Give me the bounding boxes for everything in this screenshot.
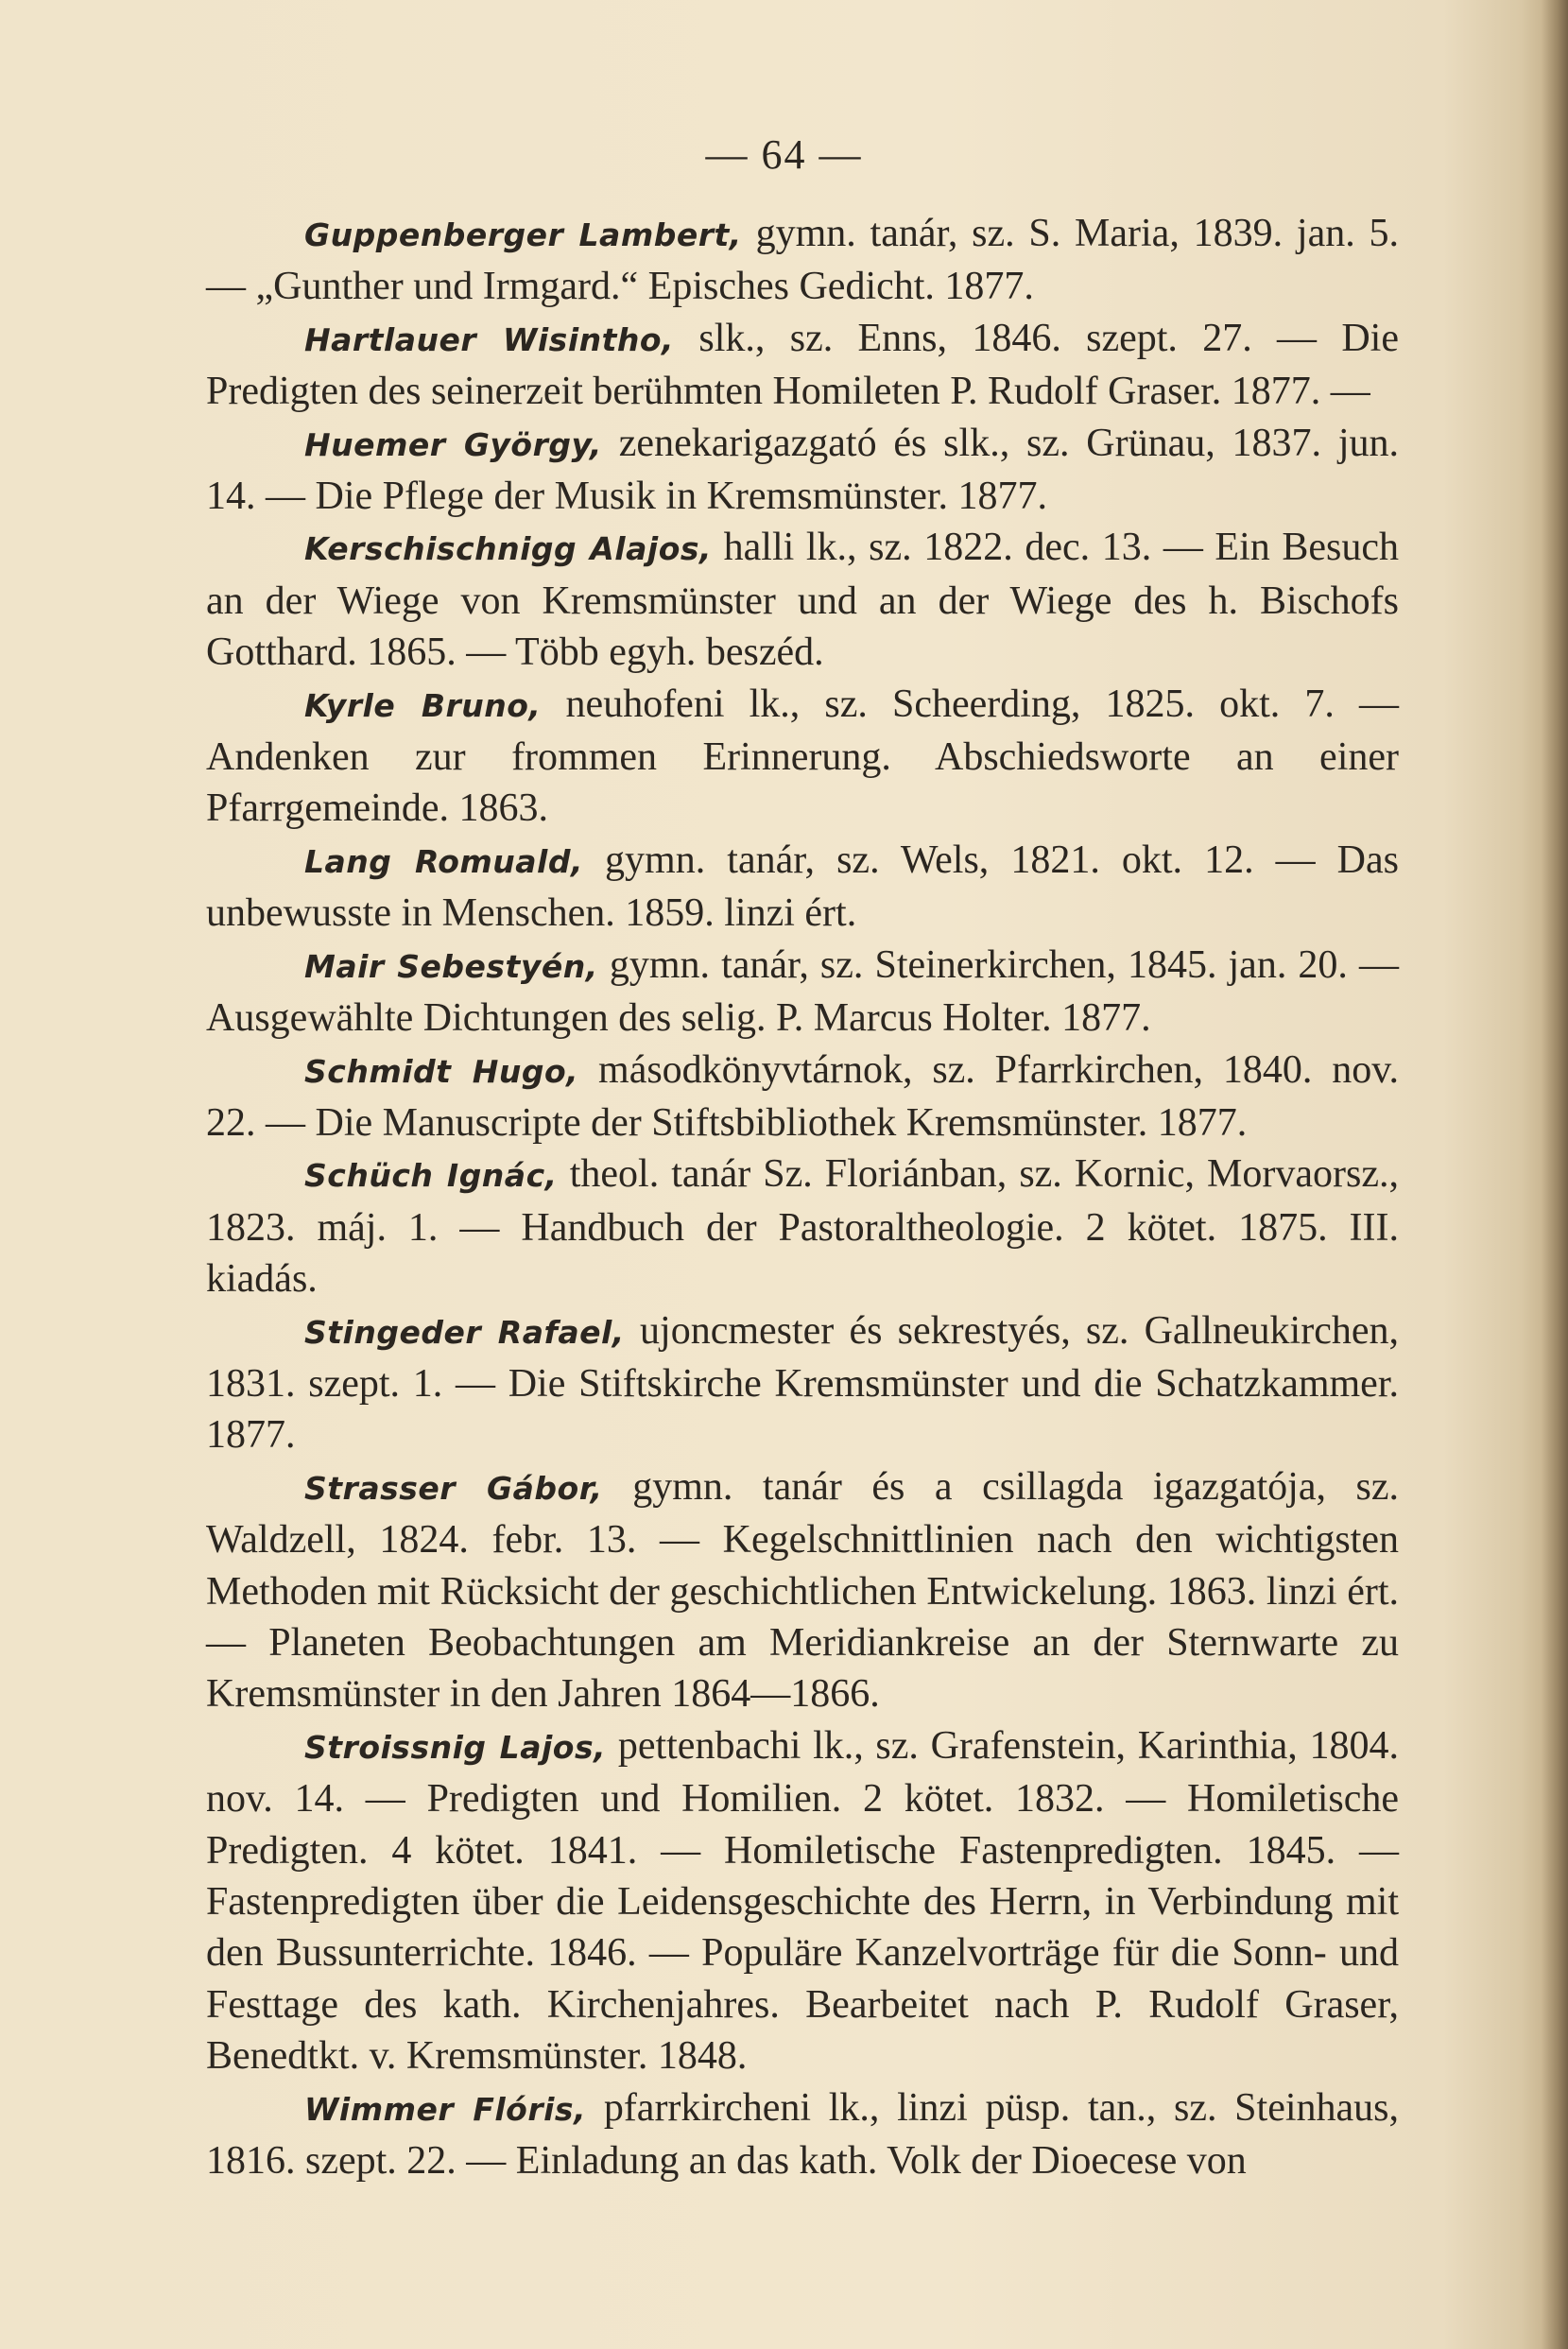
entry — [206, 835, 1399, 940]
page-number: — 64 — — [705, 131, 863, 178]
entry — [206, 1720, 1399, 2082]
entry-name: Schmidt Hugo, — [304, 1052, 579, 1090]
entry-name: Lang Romuald, — [304, 842, 584, 880]
entry-name: Stingeder Rafael, — [304, 1313, 625, 1351]
entries-list — [206, 208, 1399, 2186]
entry-text: pfarrkircheni lk., linzi püsp. tan., sz. Steinhaus, 1816. szept. 22. — Einladung an das kath. Volk der Dioecese von — [206, 2085, 1399, 2184]
entry — [206, 1461, 1399, 1720]
entry-name: Kyrle Bruno, — [304, 686, 542, 724]
entry-name: Guppenberger Lambert, — [304, 216, 742, 253]
entry-text: gymn. tanár, sz. S. Maria, 1839. jan. 5. — „Gunther und Irmgard.“ Episches Gedicht. 1877. — [206, 212, 1399, 309]
entry-text: zenekarigazgató és slk., sz. Grünau, 1837. jun. 14. — Die Pflege der Musik in Kremsmünster. 1877. — [206, 421, 1399, 519]
entry-name: Huemer György, — [304, 425, 602, 463]
entry-name: Schüch Ignác, — [304, 1157, 558, 1195]
entry — [206, 2082, 1399, 2187]
entry-name: Kerschischnigg Alajos, — [304, 530, 713, 568]
entry — [206, 313, 1399, 418]
entry-text: gymn. tanár, sz. Steinerkirchen, 1845. jan. 20. — Ausgewählte Dichtungen des selig. P. Marcus Holter. 1877. — [206, 942, 1399, 1041]
entry — [206, 1045, 1399, 1149]
entry-text: gymn. tanár, sz. Wels, 1821. okt. 12. — Das unbewusste in Menschen. 1859. linzi ért. — [206, 838, 1399, 936]
entry — [206, 418, 1399, 523]
entry-text: theol. tanár Sz. Floriánban, sz. Kornic, Morvaorsz., 1823. máj. 1. — Handbuch der Pastoraltheologie. 2 kötet. 1875. III. kiadás. — [206, 1152, 1399, 1302]
entry-text: slk., sz. Enns, 1846. szept. 27. — Die Predigten des seinerzeit berühmten Homileten P. Rudolf Graser. 1877. — — [206, 316, 1399, 414]
entry-text: másodkönyvtárnok, sz. Pfarrkirchen, 1840. nov. 22. — Die Manuscripte der Stiftsbibliothek Kremsmünster. 1877. — [206, 1047, 1399, 1145]
entry — [206, 1305, 1399, 1461]
entry-text: ujoncmester és sekrestyés, sz. Gallneukirchen, 1831. szept. 1. — Die Stiftskirche Kremsmünster und die Schatzkammer. 1877. — [206, 1308, 1399, 1458]
entry-name: Mair Sebestyén, — [304, 947, 598, 985]
entry-text: pettenbachi lk., sz. Grafenstein, Karinthia, 1804. nov. 14. — Predigten und Homilien. 2 kötet. 1832. — Homiletische Predigten. 4 kötet. 1841. — Homiletische Fastenpredigten. 1845. — Fastenpredigten über die Leidensgeschichte des Herrn, in Verbindung mit den Bussunterrichte. 1846. — Populäre Kanzelvorträge für die Sonn- und Festtage des kath. Kirchenjahres. Bearbeitet nach P. Rudolf Graser, Benedtkt. v. Kremsmünster. 1848. — [206, 1723, 1399, 2079]
entry-name: Wimmer Flóris, — [304, 2090, 587, 2128]
entry — [206, 522, 1399, 678]
entry — [206, 208, 1399, 313]
entry-name: Stroissnig Lajos, — [304, 1728, 607, 1766]
entry — [206, 1149, 1399, 1304]
entry-name: Strasser Gábor, — [304, 1469, 603, 1507]
entry — [206, 679, 1399, 835]
entry — [206, 940, 1399, 1045]
entry-text: halli lk., sz. 1822. dec. 13. — Ein Besuch an der Wiege von Kremsmünster und an der Wiege des h. Bischofs Gotthard. 1865. — Több egyh. beszéd. — [206, 526, 1399, 675]
entry-text: neuhofeni lk., sz. Scheerding, 1825. okt. 7. — Andenken zur frommen Erinnerung. Abschiedsworte an einer Pfarrgemeinde. 1863. — [206, 682, 1400, 831]
entry-name: Hartlauer Wisintho, — [304, 320, 675, 358]
entry-text: gymn. tanár és a csillagda igazgatója, sz. Waldzell, 1824. febr. 13. — Kegelschnittlinien nach den wichtigsten Methoden mit Rücksicht der geschichtlichen Entwickelung. 1863. linzi ért. — Planeten Beobachtungen am Meridiankreise an der Sternwarte zu Kremsmünster in den Jahren 1864—1866. — [206, 1464, 1400, 1717]
page-gutter-shadow — [1542, 0, 1568, 2349]
